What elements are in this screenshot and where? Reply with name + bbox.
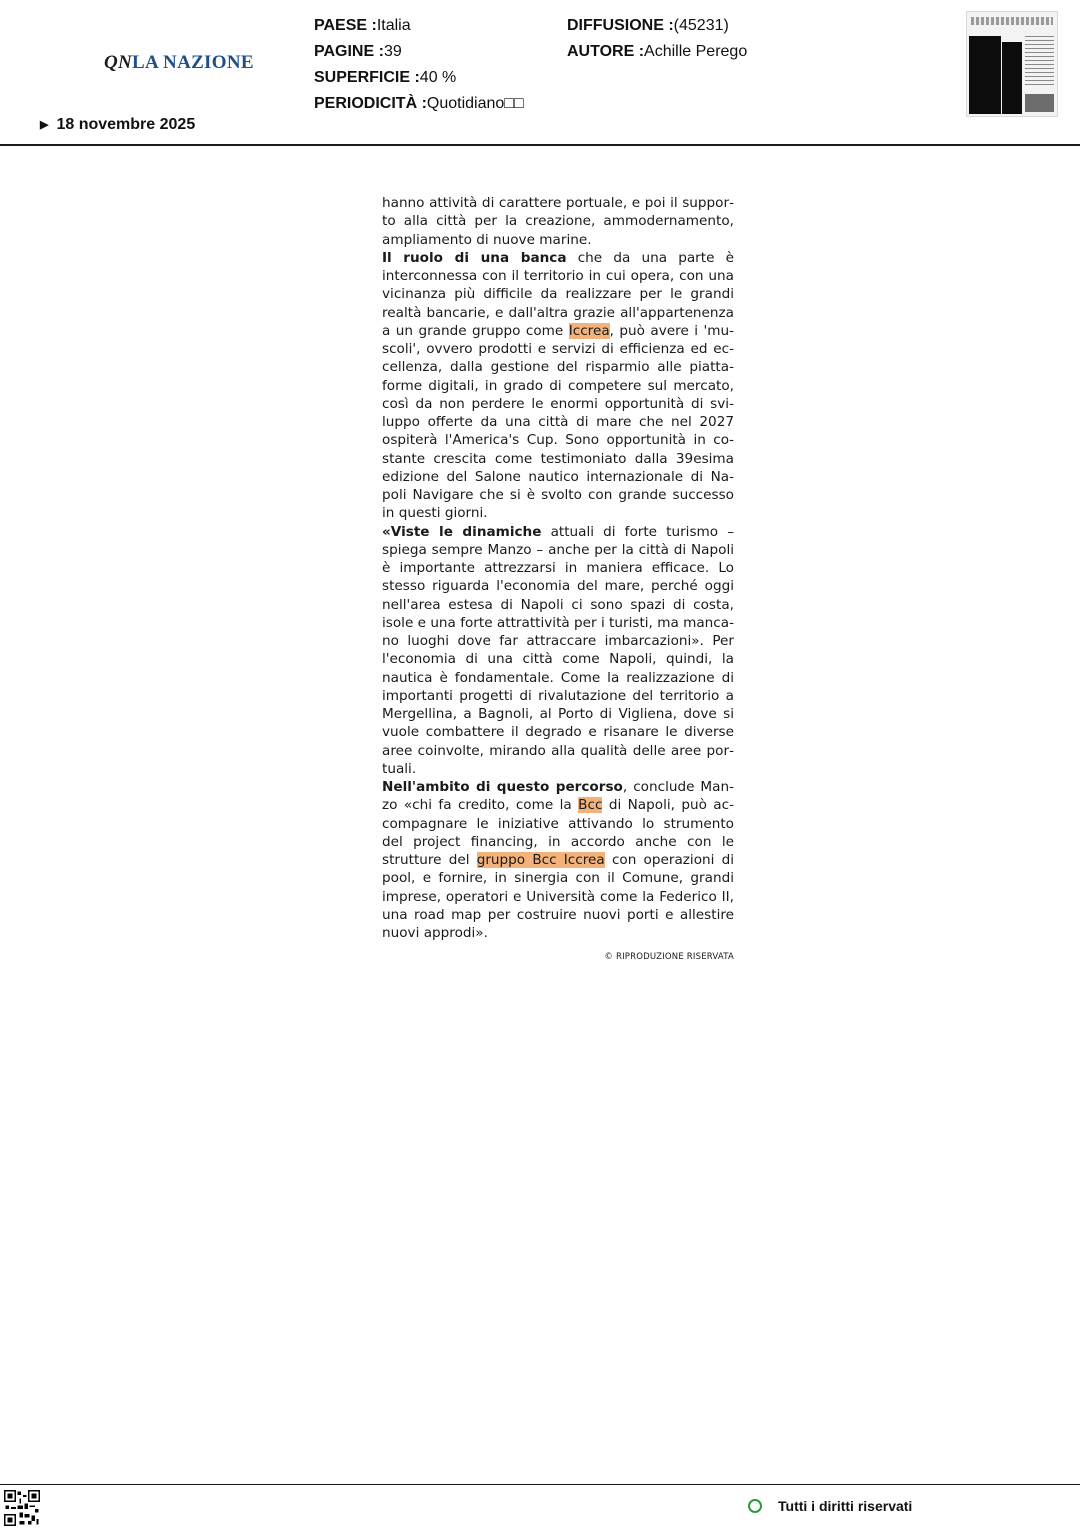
meta-surface <box>314 65 524 91</box>
meta-label: SUPERFICIE : <box>314 69 420 86</box>
highlighted-term: Bcc <box>578 797 603 814</box>
header-divider <box>0 144 1080 146</box>
triangle-right-icon: ▶ <box>40 119 49 131</box>
meta-country <box>314 13 524 39</box>
thumbnail-text-lines <box>1025 36 1054 88</box>
green-ring-icon <box>748 1499 762 1513</box>
article-paragraph <box>382 194 734 249</box>
paragraph-lead-in: «Viste le dinamiche <box>382 523 542 540</box>
paragraph-text: hanno attività di carattere portuale, e poi il supporto alla città per la creazione, ammodernamento, ampliamento di nuove marine. <box>382 195 734 248</box>
date-text: 18 novembre 2025 <box>56 116 196 133</box>
meta-value: 40 % <box>419 69 457 86</box>
thumbnail-block <box>1002 42 1022 114</box>
metadata-left <box>314 13 524 117</box>
meta-periodicity <box>314 91 524 117</box>
meta-value: Italia <box>376 17 411 34</box>
article-paragraph <box>382 523 734 779</box>
meta-value: 39 <box>383 43 402 60</box>
footer-rights <box>748 1497 912 1514</box>
paragraph-text: con operazioni di pool, e fornire, in sinergia con il Comune, grandi imprese, operatori e Università come la Federico II, una road map per costruire nuovi porti e allestire nuovi approdi». <box>382 852 735 941</box>
qr-code-icon <box>4 1490 40 1526</box>
paragraph-lead-in: Nell'ambito di questo percorso <box>382 779 623 795</box>
copyright-notice: © RIPRODUZIONE RISERVATA <box>604 952 734 963</box>
highlighted-term: gruppo Bcc Iccrea <box>476 852 605 868</box>
paragraph-text: di Napoli, può accompagnare le iniziative attivando lo strumento del project financing, in accordo anche con le strutture del <box>382 797 735 868</box>
meta-value: Achille Perego <box>644 43 748 60</box>
metadata-right <box>567 13 747 65</box>
meta-circulation <box>567 13 747 39</box>
meta-label: PAESE : <box>314 17 377 34</box>
paragraph-text: , conclude Manzo «chi fa credito, come la <box>382 779 734 814</box>
rights-text: Tutti i diritti riservati <box>778 1498 913 1514</box>
meta-value: Quotidiano□□ <box>426 95 524 112</box>
paragraph-text: attuali di forte turismo – spiega sempre Manzo – anche per la città di Napoli è importante attrezzarsi in maniera efficace. Lo stesso riguarda l'economia del mare, perché oggi nell'area estesa di Napoli ci sono spazi di costa, isole e una forte attrattività per i turisti, ma mancano luoghi dove far attraccare imbarcazioni». Per l'economia di una città come Napoli, quindi, la nautica è fondamentale. Come la realizzazione di importanti progetti di rivalutazione del territorio a Mergellina, a Bagnoli, al Porto di Vigliena, dove si vuole combattere il degrado e risanare le diverse aree coinvolte, mirando alla qualità delle aree portuali. <box>382 523 734 777</box>
publication-date <box>40 116 195 134</box>
page-thumbnail <box>966 11 1058 117</box>
meta-value: (45231) <box>673 17 729 34</box>
thumbnail-block <box>969 36 1001 114</box>
thumbnail-header <box>971 17 1053 25</box>
meta-label: PAGINE : <box>314 43 384 60</box>
meta-pages <box>314 39 524 65</box>
publication-logo <box>104 52 254 74</box>
meta-label: PERIODICITÀ : <box>314 95 427 112</box>
article-body <box>382 194 734 967</box>
paragraph-lead-in: Il ruolo di una banca <box>382 249 567 266</box>
paragraph-text: , può avere i 'muscoli', ovvero prodotti e servizi di efficienza ed eccellenza, dalla gestione del risparmio alle piattaforme digitali, in grado di competere sul mercato, così da non perdere le enormi opportunità di sviluppo offerte da una città di mare che nel 2027 ospiterà l'America's Cup. Sono opportunità in costante crescita come testimoniato dalla 39esima edizione del Salone nautico internazionale di Napoli Navigare che si è svolto con grande successo in questi giorni. <box>382 322 734 522</box>
meta-author <box>567 39 747 65</box>
meta-label: AUTORE : <box>567 43 645 60</box>
paragraph-text: che da una parte è interconnessa con il territorio in cui opera, con una vicinanza più difficile da realizzare per le grandi realtà bancarie, e dall'altra grazie all'appartenenza a un grande gruppo come <box>382 249 734 339</box>
meta-label: DIFFUSIONE : <box>567 17 674 34</box>
footer-divider <box>0 1484 1080 1485</box>
highlighted-term: Iccrea <box>568 322 610 339</box>
article-paragraph <box>382 249 734 523</box>
logo-prefix: QN <box>104 52 133 73</box>
thumbnail-photo <box>1025 94 1054 112</box>
article-paragraph <box>382 778 734 942</box>
logo-name: LA NAZIONE <box>132 52 254 73</box>
